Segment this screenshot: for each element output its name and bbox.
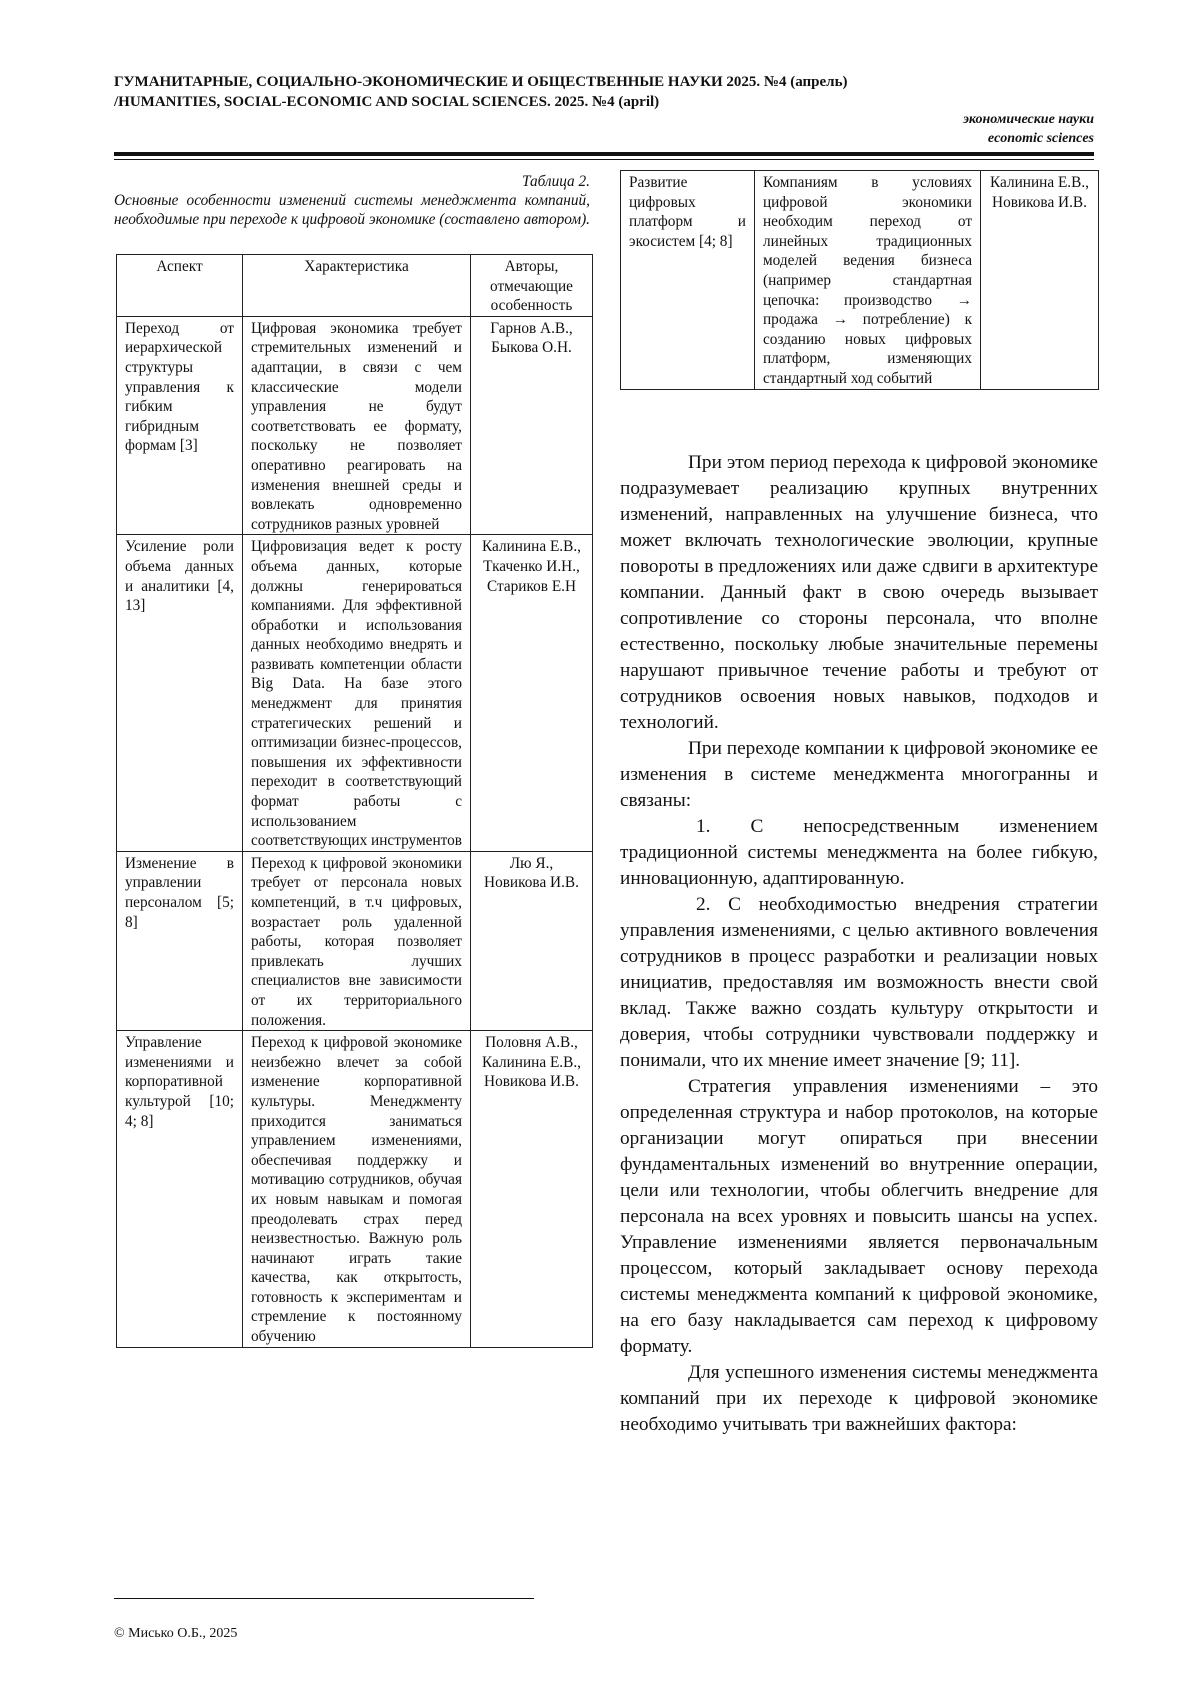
table-label: Таблица 2. [521, 173, 590, 190]
table-row [117, 316, 593, 535]
features-table [116, 254, 593, 1348]
table-caption [114, 172, 590, 229]
aspect-cell: Усиление роли объема данных и аналитики [4, 13] [117, 535, 243, 852]
aspect-cell: Развитие цифровых платформ и экосистем [4; 8] [621, 171, 755, 390]
aspect-cell: Переход от иерархической структуры управления к гибким гибридным формам [3] [117, 316, 243, 535]
characteristic-cell: Переход к цифровой экономике неизбежно влечет за собой изменение корпоративной культуры. Менеджменту приходится заниматься управлением изменениями, обеспечивая поддержку и мотивацию сотрудников, обучая их новым навыкам и помогая преодолевать страх перед неизвестностью. Важную роль начинают играть такие качества, как открытость, готовность к экспериментам и стремление к постоянному обучению [243, 1031, 471, 1348]
paragraph: При переходе компании к цифровой экономике ее изменения в системе менеджмента многогранны и связаны: [620, 738, 1098, 811]
characteristic-cell: Компаниям в условиях цифровой экономики необходим переход от линейных традиционных моделей ведения бизнеса (например стандартная цепочка: производство → продажа → потребление) к созданию новых цифровых платформ, изменяющих стандартный ход событий [755, 171, 981, 390]
features-table-continued [620, 170, 1099, 390]
table-header-row [117, 255, 593, 317]
paragraph: Стратегия управления изменениями – это определенная структура и набор протоколов, на которые организации могут опираться при внесении фундаментальных изменений во внутренние операции, цели или технологии, чтобы облегчить внедрение для персонала на всех уровнях и повысить шансы на успех. Управление изменениями является первоначальным процессом, который закладывает основу перехода системы менеджмента компаний к цифровой экономике, на его базу накладывается сам переход к цифровому формату. [620, 1076, 1098, 1357]
column-header: Характеристика [243, 255, 471, 317]
rubric-ru: экономические науки [963, 112, 1094, 127]
table-row [117, 1031, 593, 1348]
header-rule-thick [114, 152, 1094, 156]
article-body [620, 450, 1098, 1438]
authors-cell: Калинина Е.В., Ткаченко И.Н., Стариков Е.Н [471, 535, 593, 852]
journal-title-en: /HUMANITIES, SOCIAL-ECONOMIC AND SOCIAL SCIENCES. 2025. №4 (april) [114, 94, 660, 110]
table-row [117, 851, 593, 1030]
authors-cell: Лю Я., Новикова И.В. [471, 851, 593, 1030]
characteristic-cell: Переход к цифровой экономики требует от персонала новых компетенций, в т.ч цифровых, возрастает роль удаленной работы, которая позволяет привлекать лучших специалистов вне зависимости от их территориального положения. [243, 851, 471, 1030]
authors-cell: Калинина Е.В., Новикова И.В. [981, 171, 1099, 390]
authors-cell: Половня А.В., Калинина Е.В., Новикова И.В. [471, 1031, 593, 1348]
aspect-cell: Управление изменениями и корпоративной культурой [10; 4; 8] [117, 1031, 243, 1348]
paragraph: При этом период перехода к цифровой экономике подразумевает реализацию крупных внутренних изменений, направленных на улучшение бизнеса, что может включать технологические эволюции, крупные повороты в предложениях или даже сдвиги в архитектуре компании. Данный факт в свою очередь вызывает сопротивление со стороны персонала, что вполне естественно, поскольку любые значительные перемены нарушают привычное течение работы и требуют от сотрудников освоения новых навыков, подходов и технологий. [620, 452, 1098, 733]
journal-header [114, 72, 1094, 112]
characteristic-cell: Цифровая экономика требует стремительных изменений и адаптации, в связи с чем классические модели управления не будут соответствовать ее формату, поскольку не позволяет оперативно реагировать на изменения внешней среды и вовлекать одновременно сотрудников разных уровней [243, 316, 471, 535]
paragraph: Для успешного изменения системы менеджмента компаний при их переходе к цифровой экономике необходимо учитывать три важнейших фактора: [620, 1362, 1098, 1435]
table-row [117, 535, 593, 852]
column-header: Авторы, отмечающие особенность [471, 255, 593, 317]
header-rule-thin [114, 159, 1094, 160]
authors-cell: Гарнов А.В., Быкова О.Н. [471, 316, 593, 535]
rubric-en: economic sciences [987, 131, 1094, 146]
footnote-rule [114, 1598, 534, 1599]
list-item: 2. С необходимостью внедрения стратегии управления изменениями, с целью активного вовлечения сотрудников в процесс разработки и реализации новых инициатив, предоставляя им возможность внести свой вклад. Также важно создать культуру открытости и доверия, чтобы сотрудники чувствовали поддержку и понимали, что их мнение имеет значение [9; 11]. [620, 894, 1098, 1071]
list-item: 1. С непосредственным изменением традиционной системы менеджмента на более гибкую, инновационную, адаптированную. [620, 816, 1098, 889]
copyright: © Мисько О.Б., 2025 [114, 1626, 238, 1641]
column-header: Аспект [117, 255, 243, 317]
characteristic-cell: Цифровизация ведет к росту объема данных, которые должны генерироваться компаниями. Для эффективной обработки и использования данных необходимо внедрять и развивать компетенции области Big Data. На базе этого менеджмент для принятия стратегических решений и оптимизации бизнес-процессов, повышения их эффективности переходит в соответствующий формат работы с использованием соответствующих инструментов [243, 535, 471, 852]
rubric [963, 110, 1094, 148]
journal-title-ru: ГУМАНИТАРНЫЕ, СОЦИАЛЬНО-ЭКОНОМИЧЕСКИЕ И ОБЩЕСТВЕННЫЕ НАУКИ 2025. №4 (апрель) [114, 74, 848, 90]
aspect-cell: Изменение в управлении персоналом [5; 8] [117, 851, 243, 1030]
table-title: Основные особенности изменений системы менеджмента компаний, необходимые при переходе к цифровой экономике (составлено автором). [114, 192, 590, 228]
table-row [621, 171, 1099, 390]
